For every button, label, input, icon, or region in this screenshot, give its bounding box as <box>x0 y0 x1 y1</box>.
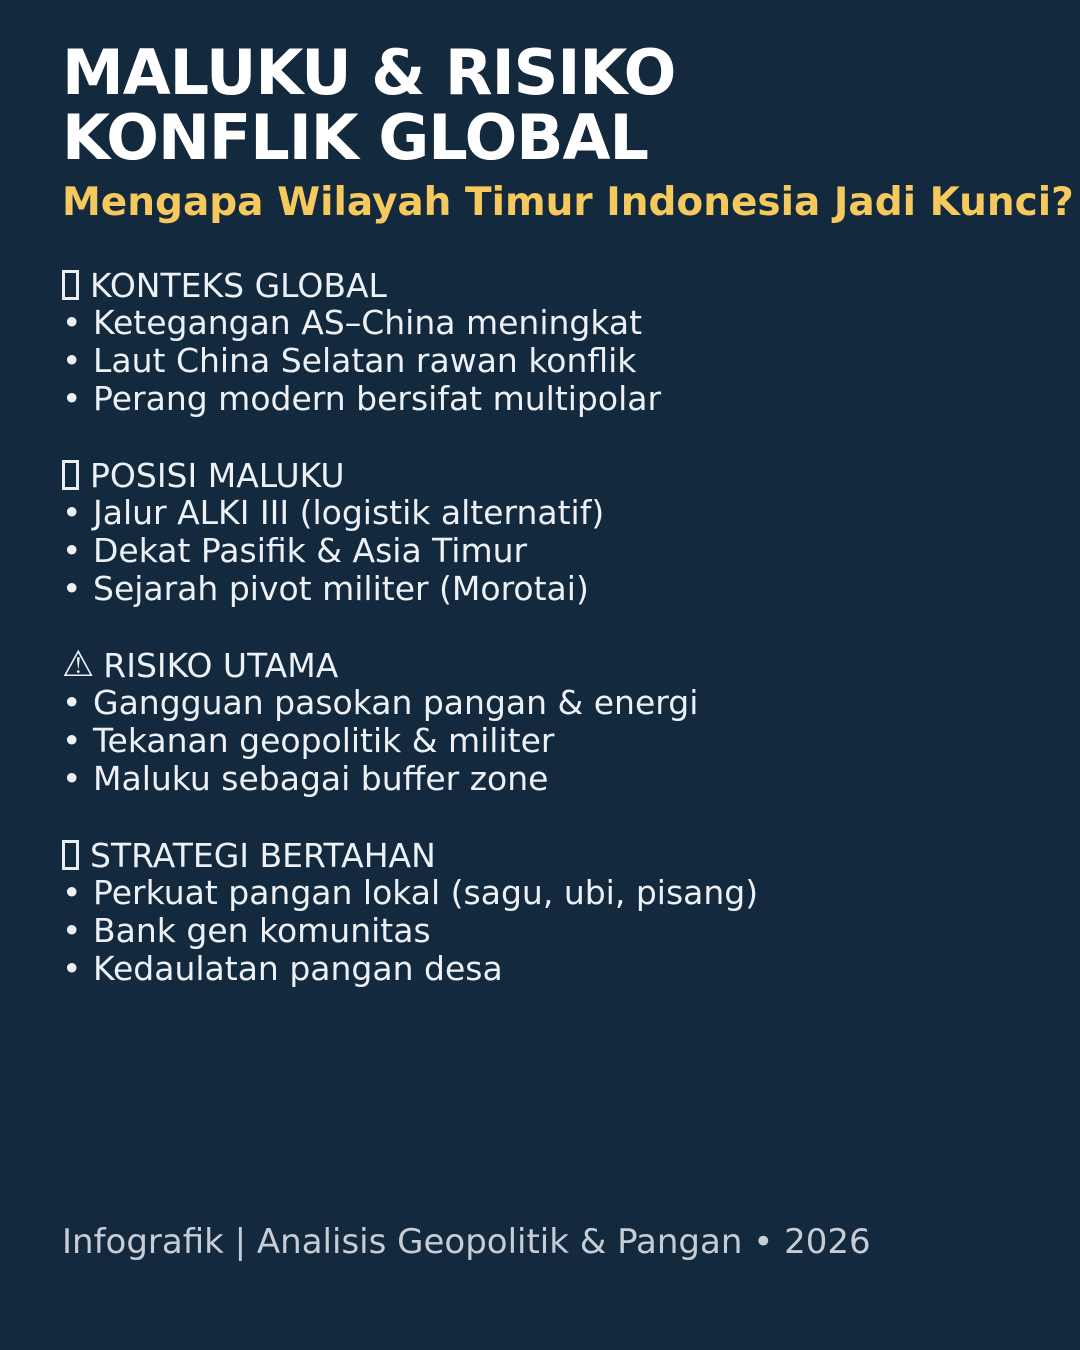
warning-triangle-icon: ⚠ <box>62 644 95 685</box>
bullet-text: Bank gen komunitas <box>93 911 431 950</box>
section-heading <box>62 836 1080 874</box>
bullet-dot: • <box>62 683 82 722</box>
bullet-dot: • <box>62 911 82 950</box>
list-item <box>62 950 1080 988</box>
list-item <box>62 342 1080 380</box>
bullet-dot: • <box>62 949 82 988</box>
bullet-text: Kedaulatan pangan desa <box>93 949 503 988</box>
bullet-dot: • <box>62 341 82 380</box>
list-item <box>62 304 1080 342</box>
bullet-dot: • <box>62 721 82 760</box>
bullet-text: Laut China Selatan rawan konflik <box>93 341 637 380</box>
section-konteks-global <box>62 266 1080 418</box>
bullet-text: Perkuat pangan lokal (sagu, ubi, pisang) <box>93 873 759 912</box>
list-item <box>62 684 1080 722</box>
list-item <box>62 912 1080 950</box>
section-risiko-utama <box>62 646 1080 798</box>
list-item <box>62 760 1080 798</box>
list-item <box>62 874 1080 912</box>
list-item <box>62 494 1080 532</box>
bullet-dot: • <box>62 493 82 532</box>
list-item <box>62 570 1080 608</box>
list-item <box>62 722 1080 760</box>
title-line-1: MALUKU & RISIKO <box>62 36 676 109</box>
section-heading <box>62 266 1080 304</box>
page-subtitle: Mengapa Wilayah Timur Indonesia Jadi Kunci? <box>62 180 1074 225</box>
bullet-dot: • <box>62 873 82 912</box>
section-heading-label: STRATEGI BERTAHAN <box>90 835 436 875</box>
bullet-text: Gangguan pasokan pangan & energi <box>93 683 699 722</box>
bullet-dot: • <box>62 569 82 608</box>
bullet-text: Maluku sebagai buffer zone <box>93 759 549 798</box>
section-heading-label: RISIKO UTAMA <box>103 645 339 685</box>
page-title <box>62 36 1080 174</box>
bullet-text: Dekat Pasifik & Asia Timur <box>93 531 528 570</box>
sections-list <box>62 266 1080 988</box>
bullet-dot: • <box>62 379 82 418</box>
missing-glyph-icon <box>62 460 79 490</box>
missing-glyph-icon <box>62 840 79 870</box>
bullet-text: Perang modern bersifat multipolar <box>93 379 662 418</box>
section-strategi-bertahan <box>62 836 1080 988</box>
list-item <box>62 380 1080 418</box>
section-posisi-maluku <box>62 456 1080 608</box>
bullet-text: Sejarah pivot militer (Morotai) <box>93 569 589 608</box>
title-line-2: KONFLIK GLOBAL <box>62 101 649 174</box>
section-heading <box>62 456 1080 494</box>
bullet-dot: • <box>62 303 82 342</box>
bullet-text: Jalur ALKI III (logistik alternatif) <box>93 493 605 532</box>
section-heading-label: KONTEKS GLOBAL <box>90 265 387 305</box>
bullet-text: Ketegangan AS–China meningkat <box>93 303 643 342</box>
bullet-dot: • <box>62 531 82 570</box>
bullet-text: Tekanan geopolitik & militer <box>93 721 555 760</box>
list-item <box>62 532 1080 570</box>
footer-credit: Infografik | Analisis Geopolitik & Pangan • 2026 <box>62 1222 871 1262</box>
bullet-dot: • <box>62 759 82 798</box>
missing-glyph-icon <box>62 270 79 300</box>
section-heading <box>62 646 1080 684</box>
section-heading-label: POSISI MALUKU <box>90 455 345 495</box>
